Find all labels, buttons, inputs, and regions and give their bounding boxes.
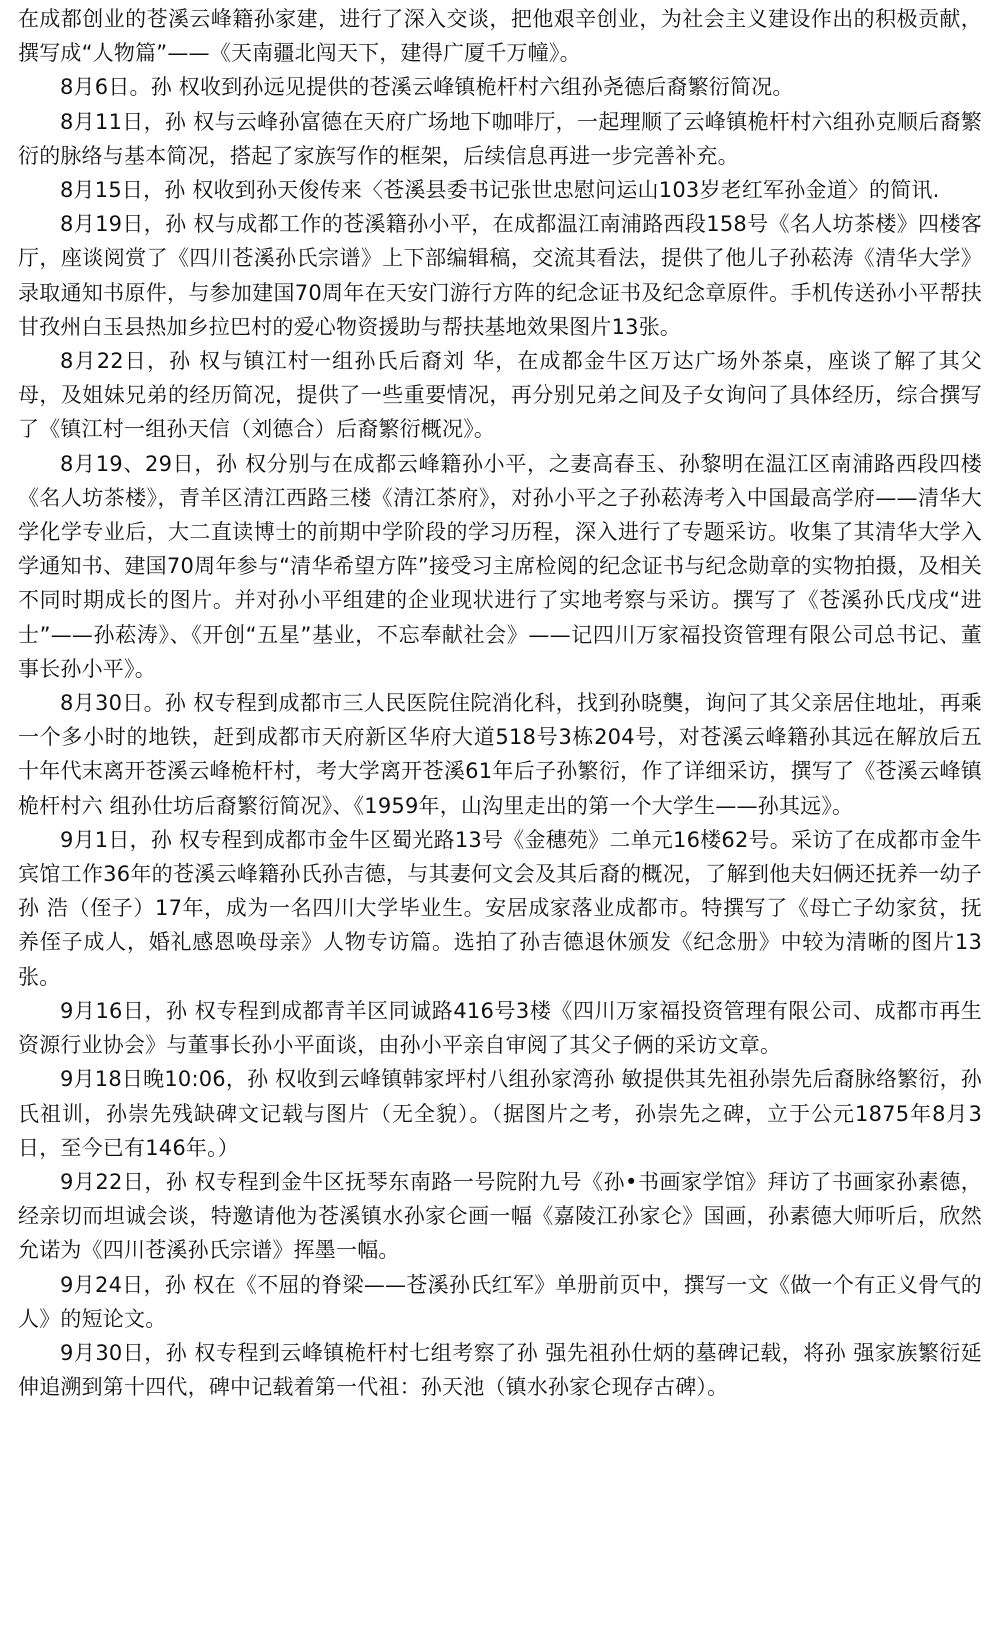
paragraph-sep-18: 9月18日晚10:06，孙 权收到云峰镇韩家坪村八组孙家湾孙 敏提供其先祖孙崇先后裔脉络繁衍，孙氏祖训，孙崇先残缺碑文记载与图片（无全貌）。（据图片之考，孙崇先之碑，立于公元1875年8月3日，至今已有146年。） <box>18 1067 982 1160</box>
paragraph-sep-24: 9月24日，孙 权在《不屈的脊梁——苍溪孙氏红军》单册前页中，撰写一文《做一个有正义骨气的人》的短论文。 <box>18 1272 982 1331</box>
paragraph-aug-30: 8月30日。孙 权专程到成都市三人民医院住院消化科，找到孙晓龑，询问了其父亲居住地址，再乘一个多小时的地铁，赶到成都市天府新区华府大道518号3栋204号，对苍溪云峰籍孙其远在解放后五十年代末离开苍溪云峰桅杆村，考大学离开苍溪61年后子孙繁衍，作了详细采访，撰写了《苍溪云峰镇桅杆村六 组孙仕坊后裔繁衍简况》、《1959年，山沟里走出的第一个大学生——孙其远》。 <box>18 691 982 818</box>
paragraph-intro-continuation: 在成都创业的苍溪云峰籍孙家建，进行了深入交谈，把他艰辛创业，为社会主义建设作出的积极贡献，撰写成“人物篇”——《天南疆北闯天下，建得广厦千万幢》。 <box>18 7 982 66</box>
paragraph-sep-1: 9月1日，孙 权专程到成都市金牛区蜀光路13号《金穗苑》二单元16楼62号。采访了在成都市金牛宾馆工作36年的苍溪云峰籍孙氏孙吉德，与其妻何文会及其后裔的概况，了解到他夫妇俩还抚养一幼子孙 浩（侄子）17年，成为一名四川大学毕业生。安居成家落业成都市。特撰写了《母亡子幼家贫，抚养侄子成人，婚礼感恩唤母亲》人物专访篇。选拍了孙吉德退休颁发《纪念册》中较为清晰的图片13张。 <box>18 827 982 989</box>
paragraph-aug-22: 8月22日，孙 权与镇江村一组孙氏后裔刘 华，在成都金牛区万达广场外茶桌，座谈了解了其父母，及姐妹兄弟的经历简况，提供了一些重要情况，再分别兄弟之间及子女询问了具体经历，综合撰写了《镇江村一组孙天信（刘德合）后裔繁衍概况》。 <box>18 349 982 442</box>
paragraph-aug-15: 8月15日，孙 权收到孙天俊传来〈苍溪县委书记张世忠慰问运山103岁老红军孙金道〉的简讯. <box>60 178 940 203</box>
paragraph-sep-22: 9月22日，孙 权专程到金牛区抚琴东南路一号院附九号《孙•书画家学馆》拜访了书画家孙素德，经亲切而坦诚会谈，特邀请他为苍溪镇水孙家仑画一幅《嘉陵江孙家仑》国画，孙素德大师听后，欣然允诺为《四川苍溪孙氏宗谱》挥墨一幅。 <box>18 1169 982 1263</box>
paragraph-aug-19: 8月19日，孙 权与成都工作的苍溪籍孙小平，在成都温江南浦路西段158号《名人坊茶楼》四楼客厅，座谈阅赏了《四川苍溪孙氏宗谱》上下部编辑稿，交流其看法，提供了他儿子孙菘涛《清华大学》录取通知书原件，与参加建国70周年在天安门游行方阵的纪念证书及纪念章原件。手机传送孙小平帮扶甘孜州白玉县热加乡拉巴村的爱心物资援助与帮扶基地效果图片13张。 <box>18 212 982 339</box>
paragraph-aug-19-29: 8月19、29日，孙 权分别与在成都云峰籍孙小平，之妻高春玉、孙黎明在温江区南浦路西段四楼《名人坊茶楼》，青羊区清江西路三楼《清江茶府》，对孙小平之子孙菘涛考入中国最高学府——清华大学化学专业后，大二直读博士的前期中学阶段的学习历程，深入进行了专题采访。收集了其清华大学入学通知书、建国70周年参与“清华希望方阵”接受习主席检阅的纪念证书与纪念勋章的实物拍摄，及相关不同时期成长的图片。并对孙小平组建的企业现状进行了实地考察与采访。撰写了《苍溪孙氏戊戌“进士”——孙菘涛》、《开创“五星”基业，不忘奉献社会》——记四川万家福投资管理有限公司总书记、董事长孙小平》。 <box>18 451 982 681</box>
paragraph-aug-11: 8月11日，孙 权与云峰孙富德在天府广场地下咖啡厅，一起理顺了云峰镇桅杆村六组孙克顺后裔繁衍的脉络与基本简况，搭起了家族写作的框架，后续信息再进一步完善补充。 <box>18 109 982 168</box>
paragraph-aug-6: 8月6日。孙 权收到孙远见提供的苍溪云峰镇桅杆村六组孙尧德后裔繁衍简况。 <box>60 75 794 100</box>
paragraph-sep-30: 9月30日，孙 权专程到云峰镇桅杆村七组考察了孙 强先祖孙仕炳的墓碑记载，将孙 强家族繁衍延伸追溯到第十四代，碑中记载着第一代祖：孙天池（镇水孙家仑现存古碑）。 <box>18 1340 982 1400</box>
paragraph-sep-16: 9月16日，孙 权专程到成都青羊区同诚路416号3楼《四川万家福投资管理有限公司、成都市再生资源行业协会》与董事长孙小平面谈，由孙小平亲自审阅了其父子俩的采访文章。 <box>18 998 982 1058</box>
